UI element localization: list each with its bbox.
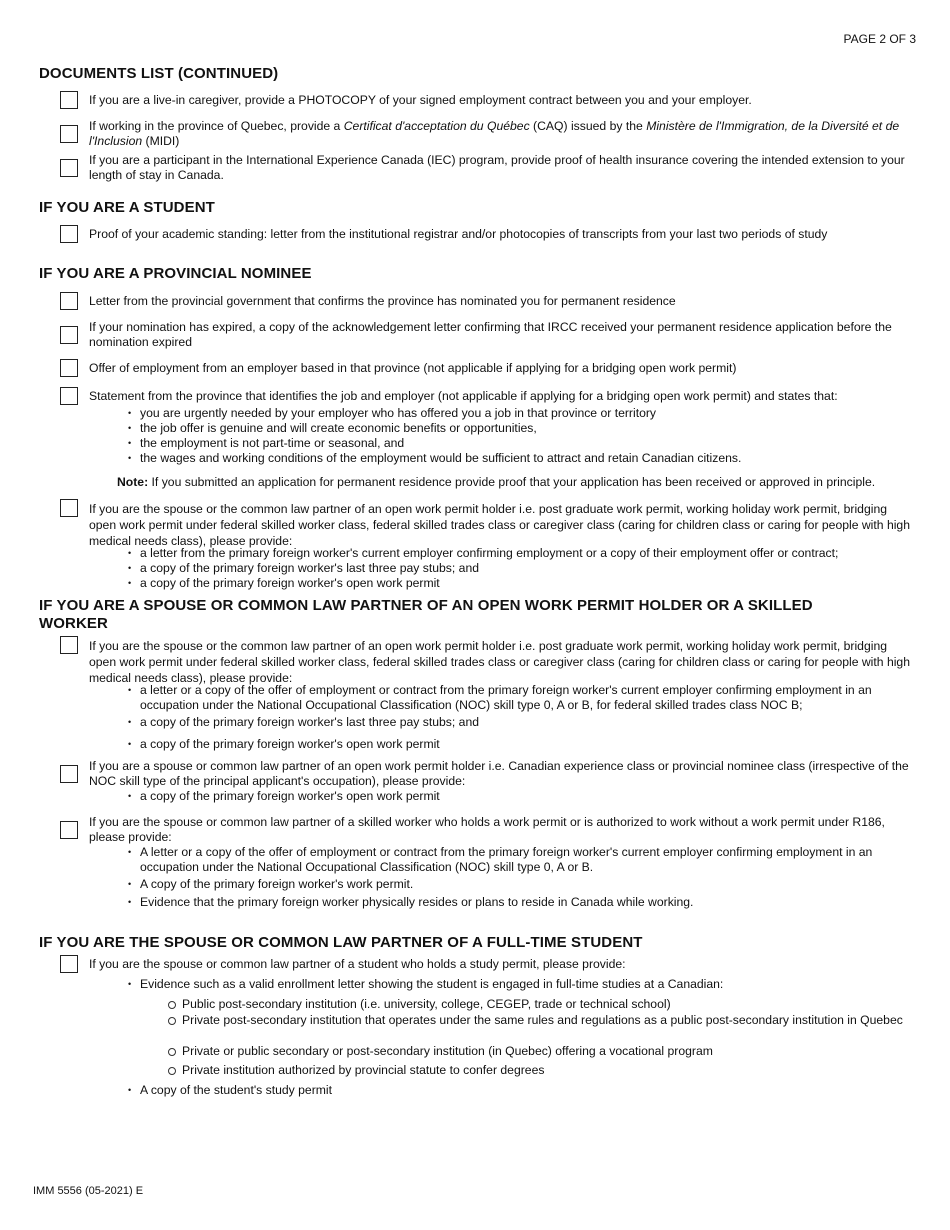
list-item: Private post-secondary institution that operates under the same rules and regulations as a public post-secondary institution in Quebec bbox=[168, 1013, 910, 1028]
docs-item-2: If working in the province of Quebec, provide a Certificat d'acceptation du Québec (CAQ) issued by the Ministère de l'Immigration, de la Diversité et de l'Inclusion (MIDI) bbox=[89, 119, 900, 148]
list-item: • A copy of the primary foreign worker's work permit. bbox=[128, 877, 910, 892]
checkbox-iec-insurance[interactable] bbox=[60, 159, 78, 177]
documents-list-heading: DOCUMENTS LIST (CONTINUED) bbox=[39, 65, 279, 82]
list-item: • the employment is not part-time or seasonal, and bbox=[128, 436, 910, 451]
list-item: • you are urgently needed by your employer who has offered you a job in that province or territory bbox=[128, 406, 910, 421]
nominee-item-4: Statement from the province that identifies the job and employer (not applicable if applying for a bridging open work permit) and states that: bbox=[89, 389, 838, 403]
list-item: • a copy of the primary foreign worker's open work permit bbox=[128, 789, 910, 804]
page-number: PAGE 2 OF 3 bbox=[843, 32, 916, 46]
student-item-1: Proof of your academic standing: letter from the institutional registrar and/or photocopies of transcripts from your last two periods of study bbox=[89, 227, 828, 241]
list-item: • a letter or a copy of the offer of employment or contract from the primary foreign worker's current employer confirming employment in an occupation under the National Occupational Classification (NOC) skill type 0, A or B, for federal skilled trades class NOC B; bbox=[128, 683, 910, 712]
nominee-item-1: Letter from the provincial government that confirms the province has nominated you for permanent residence bbox=[89, 294, 676, 308]
spouse-heading-line-1: IF YOU ARE A SPOUSE OR COMMON LAW PARTNER OF AN OPEN WORK PERMIT HOLDER OR A SKILLED bbox=[39, 597, 813, 614]
checkbox-nominee-spouse-open-permit[interactable] bbox=[60, 499, 78, 517]
checkbox-spouse-student[interactable] bbox=[60, 955, 78, 973]
list-item: Public post-secondary institution (i.e. university, college, CEGEP, trade or technical school) bbox=[168, 997, 910, 1012]
list-item: • Evidence such as a valid enrollment letter showing the student is engaged in full-time studies at a Canadian: bbox=[128, 977, 910, 992]
checkbox-acknowledgement-letter[interactable] bbox=[60, 326, 78, 344]
student-heading: IF YOU ARE A STUDENT bbox=[39, 199, 215, 216]
provincial-nominee-heading: IF YOU ARE A PROVINCIAL NOMINEE bbox=[39, 265, 312, 282]
docs-item-3: If you are a participant in the International Experience Canada (IEC) program, provide proof of health insurance covering the intended extension to your length of stay in Canada. bbox=[89, 153, 905, 182]
checkbox-live-in-caregiver[interactable] bbox=[60, 91, 78, 109]
spouse-item-3: If you are the spouse or common law partner of a skilled worker who holds a work permit or is authorized to work without a work permit under R186, please provide: bbox=[89, 815, 885, 844]
checkbox-quebec-caq[interactable] bbox=[60, 125, 78, 143]
list-item: Private institution authorized by provincial statute to confer degrees bbox=[168, 1063, 910, 1078]
spouse-heading-line-2: WORKER bbox=[39, 615, 108, 632]
list-item: Private or public secondary or post-secondary institution (in Quebec) offering a vocational program bbox=[168, 1044, 910, 1059]
checkbox-offer-of-employment[interactable] bbox=[60, 359, 78, 377]
checkbox-spouse-open-permit[interactable] bbox=[60, 636, 78, 654]
checkbox-nomination-letter[interactable] bbox=[60, 292, 78, 310]
nominee-item-3: Offer of employment from an employer based in that province (not applicable if applying for a bridging open work permit) bbox=[89, 361, 737, 375]
nominee-note: Note: If you submitted an application for permanent residence provide proof that your application has been received or approved in principle. bbox=[117, 475, 876, 489]
list-item: • the wages and working conditions of the employment would be sufficient to attract and retain Canadian citizens. bbox=[128, 451, 910, 466]
checkbox-spouse-skilled-worker[interactable] bbox=[60, 821, 78, 839]
checkbox-province-statement[interactable] bbox=[60, 387, 78, 405]
form-code-footer: IMM 5556 (05-2021) E bbox=[33, 1185, 144, 1197]
list-item: • a copy of the primary foreign worker's last three pay stubs; and bbox=[128, 715, 910, 730]
docs-item-1: If you are a live-in caregiver, provide a PHOTOCOPY of your signed employment contract between you and your employer. bbox=[89, 93, 752, 107]
list-item: • a copy of the primary foreign worker's open work permit bbox=[128, 576, 910, 591]
list-item: • A copy of the student's study permit bbox=[128, 1083, 910, 1098]
list-item: • the job offer is genuine and will create economic benefits or opportunities, bbox=[128, 421, 910, 436]
nominee-item-5: If you are the spouse or the common law partner of an open work permit holder i.e. post graduate work permit, working holiday work permit, bridging open work permit under federal skilled worker class, federal skilled trades class or caregiver class (caring for children class or caring for people with high medical needs class), please provide: bbox=[89, 502, 910, 548]
list-item: • a copy of the primary foreign worker's open work permit bbox=[128, 737, 910, 752]
checkbox-academic-standing[interactable] bbox=[60, 225, 78, 243]
list-item: • a copy of the primary foreign worker's last three pay stubs; and bbox=[128, 561, 910, 576]
list-item: • Evidence that the primary foreign worker physically resides or plans to reside in Canada while working. bbox=[128, 895, 910, 910]
nominee-item-2: If your nomination has expired, a copy of the acknowledgement letter confirming that IRCC received your permanent residence application before the nomination expired bbox=[89, 320, 892, 349]
spouse-item-1: If you are the spouse or the common law partner of an open work permit holder i.e. post graduate work permit, working holiday work permit, bridging open work permit under federal skilled worker class, federal skilled trades class or caregiver class (caring for children class or caring for people with high medical needs class), please provide: bbox=[89, 639, 910, 685]
spouse-item-2: If you are a spouse or common law partner of an open work permit holder i.e. Canadian experience class or provincial nominee class (irrespective of the NOC skill type of the principal applicant's occupation), please provide: bbox=[89, 759, 909, 788]
fulltime-item-1: If you are the spouse or common law partner of a student who holds a study permit, please provide: bbox=[89, 957, 626, 971]
checkbox-spouse-cec-pnp[interactable] bbox=[60, 765, 78, 783]
list-item: • a letter from the primary foreign worker's current employer confirming employment or a copy of their employment offer or contract; bbox=[128, 546, 910, 561]
list-item: • A letter or a copy of the offer of employment or contract from the primary foreign worker's current employer confirming employment in an occupation under the National Occupational Classification (NOC) skill type 0, A or B. bbox=[128, 845, 910, 874]
full-time-student-heading: IF YOU ARE THE SPOUSE OR COMMON LAW PARTNER OF A FULL-TIME STUDENT bbox=[39, 934, 643, 951]
